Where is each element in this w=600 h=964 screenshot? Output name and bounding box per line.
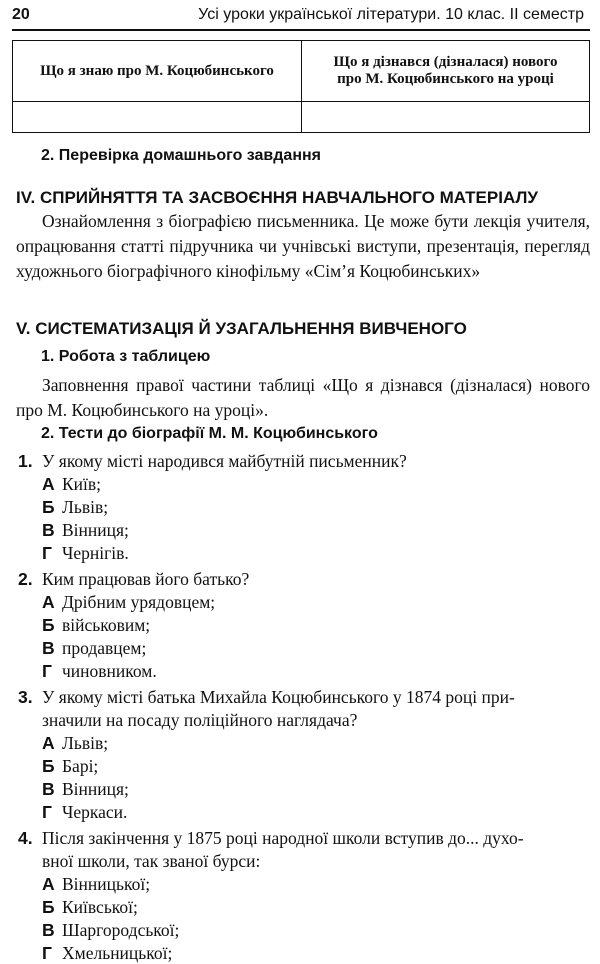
option-letter: Г	[42, 661, 52, 681]
option-letter: Г	[42, 943, 52, 963]
answer-option	[42, 661, 157, 682]
option-letter: Б	[42, 497, 55, 517]
option-text: продавцем;	[62, 638, 147, 658]
option-text: Вінниця;	[62, 779, 129, 799]
answer-option	[42, 474, 101, 495]
option-letter: Г	[42, 543, 52, 563]
table-work-heading: 1. Робота з таблицею	[41, 348, 211, 365]
option-text: Хмельницької;	[62, 943, 173, 963]
answer-option	[42, 497, 108, 518]
question-number: 4.	[18, 828, 33, 848]
option-letter: Б	[42, 756, 55, 776]
answer-option	[42, 543, 129, 564]
answer-option	[42, 897, 138, 918]
option-text: Київ;	[62, 474, 102, 494]
option-text: Вінницької;	[62, 874, 151, 894]
section-4-text: Ознайомлення з біографією письменника. Це може бути лекція учителя, опрацювання статті підручника чи учнівські виступи, презентація, перегляд художнього біографічного кінофільму «Сім’я Коцюбинських»	[16, 211, 590, 281]
answer-option	[42, 520, 129, 541]
question-text: Ким працював його батько?	[42, 569, 250, 589]
option-letter: В	[42, 638, 55, 658]
section-5-title: V. СИСТЕМАТИЗАЦІЯ Й УЗАГАЛЬНЕННЯ ВИВЧЕНОГО	[16, 319, 467, 338]
homework-heading: 2. Перевірка домашнього завдання	[41, 147, 321, 164]
answer-option	[42, 802, 127, 823]
question-2	[18, 569, 249, 590]
answer-option	[42, 592, 215, 613]
answer-option	[42, 779, 129, 800]
table-cell-empty	[302, 102, 590, 133]
question-text: Після закінчення у 1875 році народної школи вступив до... духо-	[42, 828, 524, 848]
option-letter: А	[42, 474, 55, 494]
option-text: Львів;	[62, 733, 109, 753]
question-text-continued: значили на посаду поліційного наглядача?	[42, 710, 358, 730]
option-letter: Б	[42, 897, 55, 917]
question-1	[18, 451, 407, 472]
question-text-continued: вної школи, так званої бурси:	[42, 851, 261, 871]
question-4	[18, 828, 524, 849]
header-rule	[12, 29, 590, 31]
option-text: Вінниця;	[62, 520, 129, 540]
option-letter: В	[42, 920, 55, 940]
table-col-learned-line1: Що я дізнався (дізналася) нового	[333, 54, 558, 70]
option-letter: В	[42, 779, 55, 799]
option-letter: А	[42, 733, 55, 753]
answer-option	[42, 874, 150, 895]
question-number: 2.	[18, 569, 33, 589]
table-empty-row	[13, 102, 590, 133]
option-text: Чернігів.	[62, 543, 129, 563]
page-number: 20	[12, 6, 30, 23]
table-col-learned	[302, 41, 590, 102]
option-letter: Г	[42, 802, 52, 822]
answer-option	[42, 615, 150, 636]
answer-option	[42, 756, 98, 777]
question-number: 1.	[18, 451, 33, 471]
option-letter: В	[42, 520, 55, 540]
option-text: Дрібним урядовцем;	[62, 592, 216, 612]
section-4-title: IV. СПРИЙНЯТТЯ ТА ЗАСВОЄННЯ НАВЧАЛЬНОГО МАТЕРІАЛУ	[16, 188, 538, 207]
table-work-text: Заповнення правої частини таблиці «Що я дізнався (дізналася) нового про М. Коцюбинського на уроці».	[16, 375, 590, 420]
tests-heading: 2. Тести до біографії М. М. Коцюбинського	[41, 425, 378, 442]
table-cell-empty	[13, 102, 302, 133]
table-col-learned-line2: про М. Коцюбинського на уроці	[337, 71, 554, 87]
question-number: 3.	[18, 687, 33, 707]
option-text: Львів;	[62, 497, 109, 517]
question-3	[18, 687, 515, 708]
answer-option	[42, 638, 146, 659]
running-header	[12, 2, 588, 28]
option-letter: А	[42, 592, 55, 612]
answer-option	[42, 733, 108, 754]
option-letter: Б	[42, 615, 55, 635]
option-letter: А	[42, 874, 55, 894]
option-text: Київської;	[62, 897, 138, 917]
option-text: Шаргородської;	[62, 920, 180, 940]
option-text: Черкаси.	[62, 802, 128, 822]
answer-option	[42, 920, 179, 941]
table-col-known: Що я знаю про М. Коцюбинського	[13, 41, 302, 102]
option-text: військовим;	[62, 615, 151, 635]
answer-option	[42, 943, 172, 964]
kwl-table	[12, 40, 590, 133]
book-title: Усі уроки української літератури. 10 клас. ІІ семестр	[198, 6, 584, 23]
question-text: У якому місті батька Михайла Коцюбинського у 1874 році при-	[42, 687, 515, 707]
option-text: Барі;	[62, 756, 99, 776]
table-header-row	[13, 41, 590, 102]
option-text: чиновником.	[62, 661, 157, 681]
question-text: У якому місті народився майбутній письменник?	[42, 451, 407, 471]
